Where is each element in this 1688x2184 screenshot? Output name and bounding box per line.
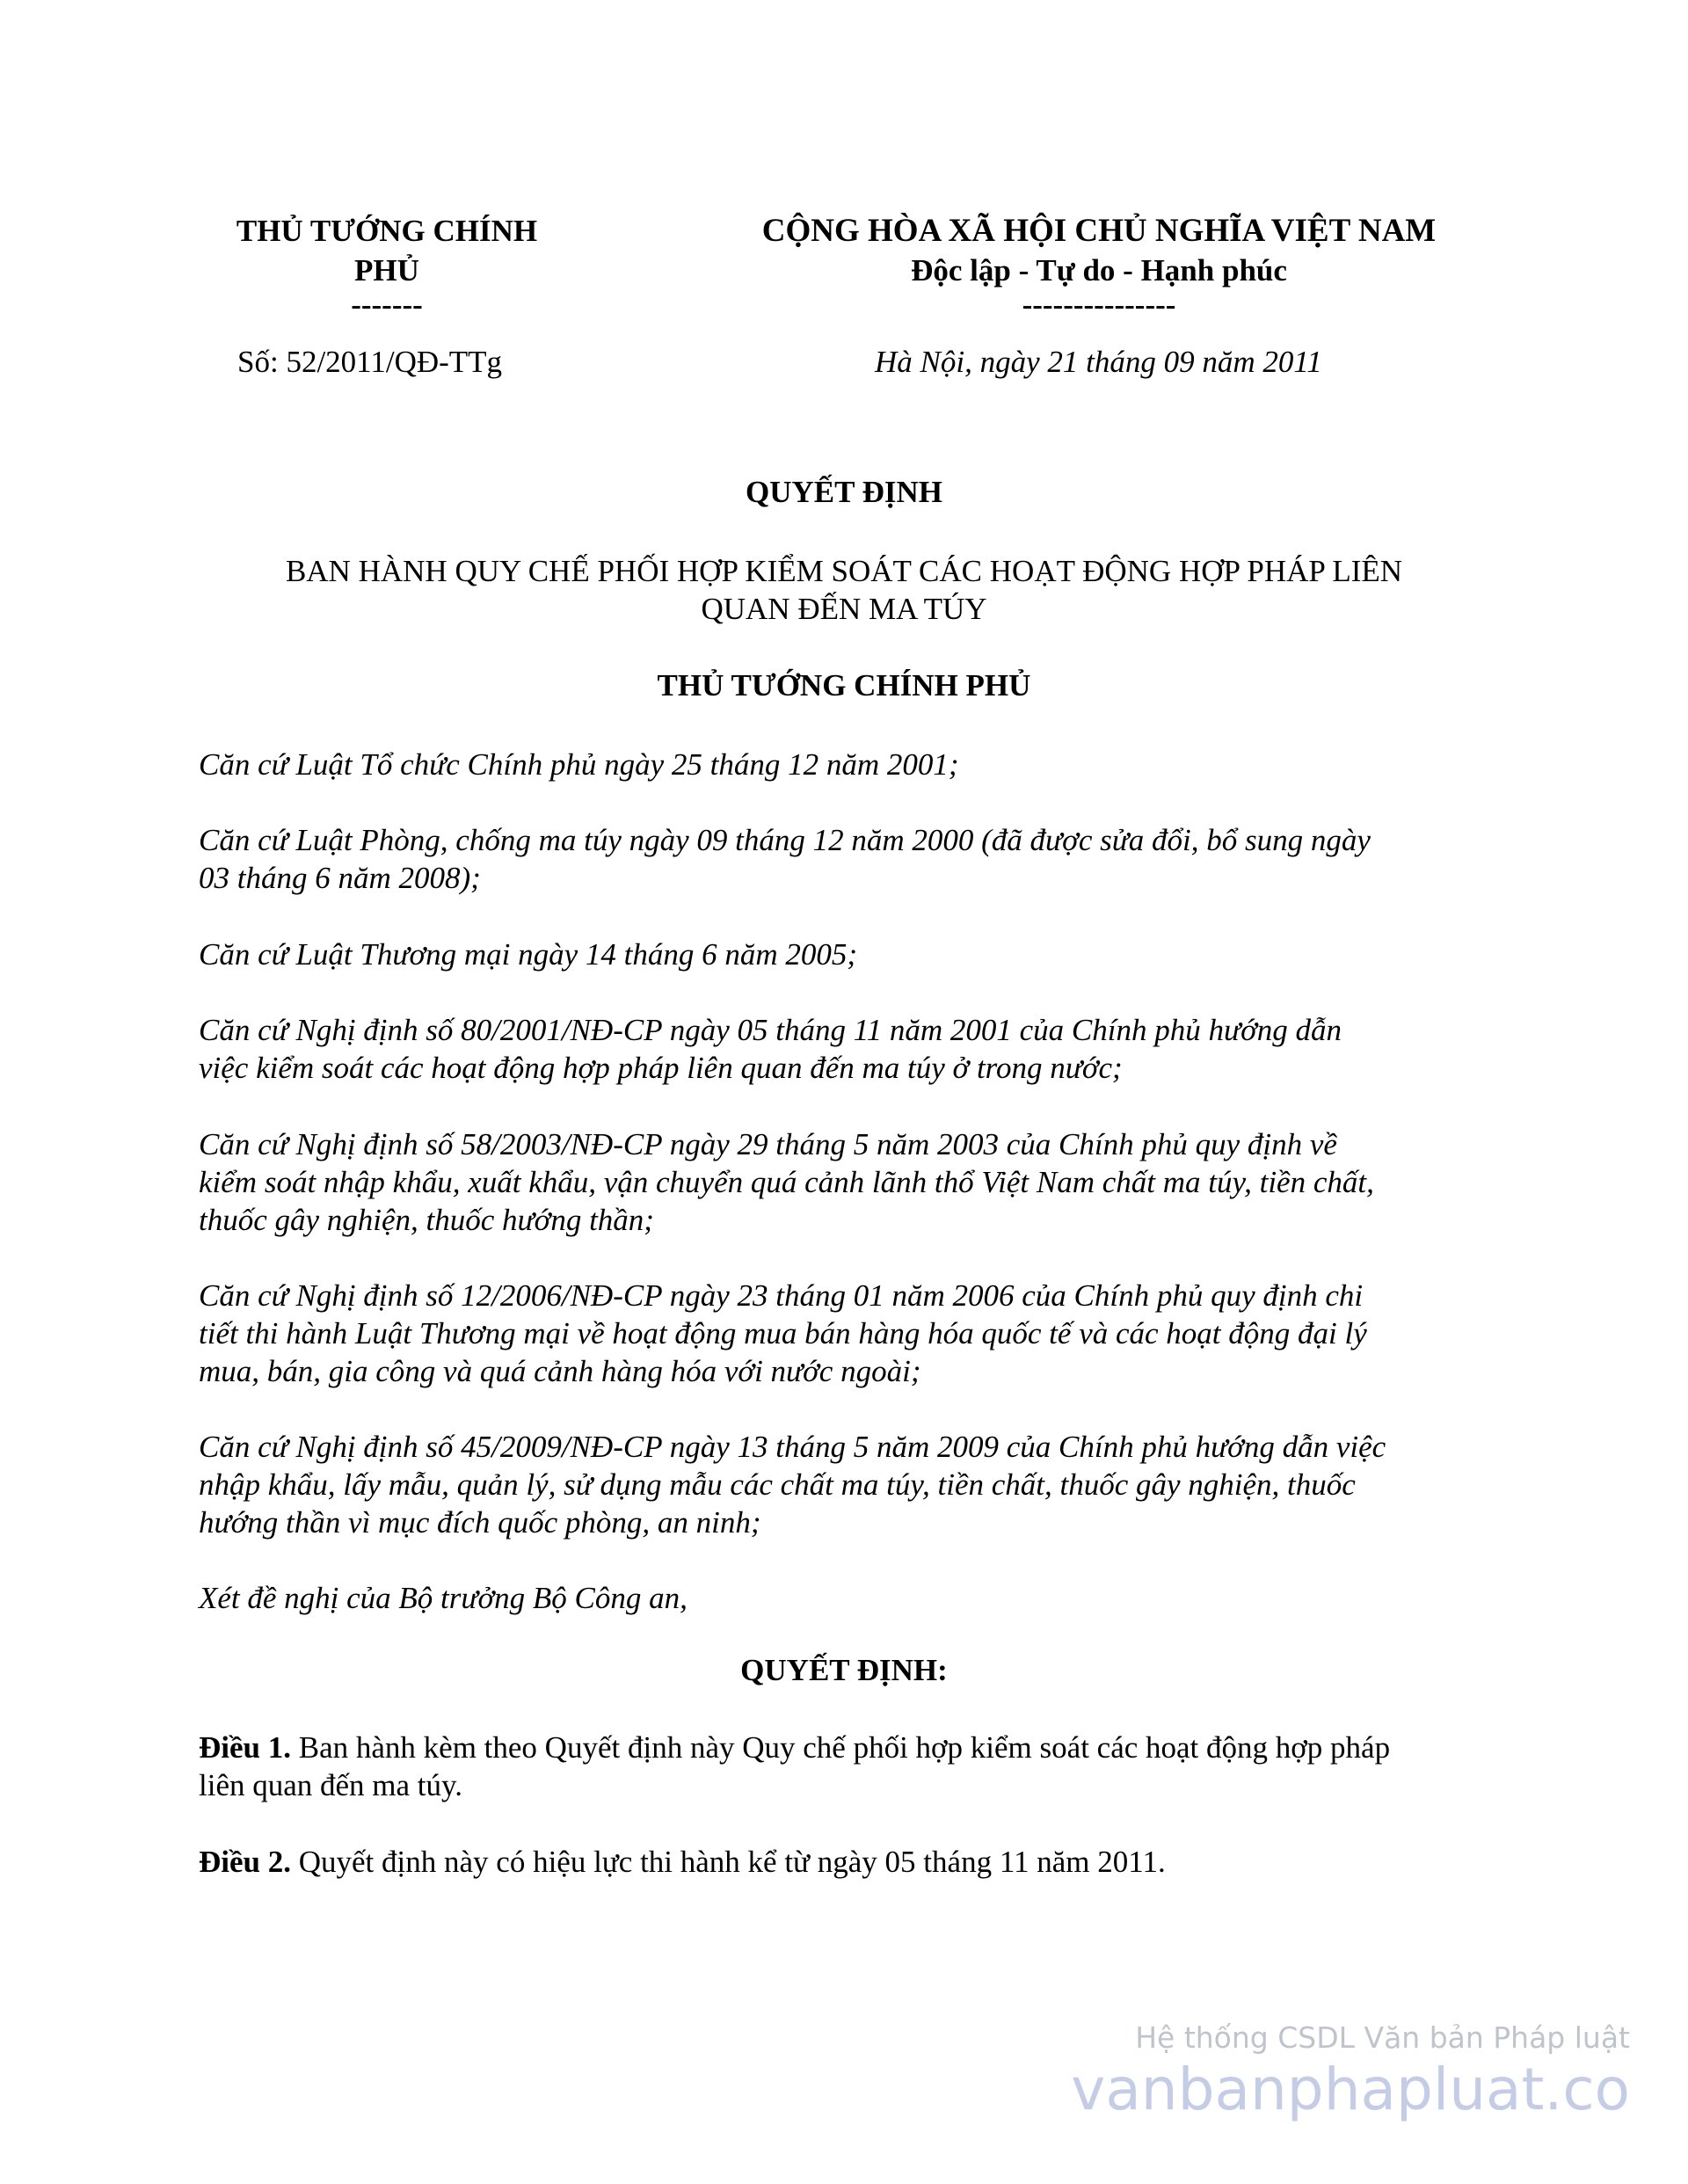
preamble-line: tiết thi hành Luật Thương mại về hoạt động mua bán hàng hóa quốc tế và các hoạt động đại lý — [199, 1316, 1367, 1350]
site-watermark — [1071, 2020, 1630, 2124]
document-subtitle — [211, 552, 1477, 628]
watermark-caption: Hệ thống CSDL Văn bản Pháp luật — [1135, 2020, 1630, 2055]
article-1-text: Ban hành kèm theo Quyết định này Quy chế phối hợp kiểm soát các hoạt động hợp pháp — [291, 1730, 1391, 1765]
preamble-paragraph — [199, 1011, 1482, 1087]
article-1-line-1 — [199, 1729, 1482, 1766]
article-1 — [199, 1729, 1482, 1804]
preamble-line: Căn cứ Nghị định số 45/2009/NĐ-CP ngày 13 tháng 5 năm 2009 của Chính phủ hướng dẫn việc — [199, 1430, 1386, 1464]
issuer-line-2: PHỦ — [354, 253, 419, 288]
watermark-domain: vanbanphapluat.co — [1071, 2056, 1630, 2123]
preamble-line: Căn cứ Luật Thương mại ngày 14 tháng 6 năm 2005; — [199, 937, 858, 972]
national-motto: Độc lập - Tự do - Hạnh phúc — [911, 253, 1287, 288]
preamble-paragraph — [199, 821, 1482, 897]
article-2-text: Quyết định này có hiệu lực thi hành kể từ ngày 05 tháng 11 năm 2011. — [291, 1845, 1166, 1879]
preamble-line: nhập khẩu, lấy mẫu, quản lý, sử dụng mẫu các chất ma túy, tiền chất, thuốc gây nghiện, thuốc — [199, 1467, 1356, 1502]
document-number: Số: 52/2011/QĐ-TTg — [237, 345, 503, 379]
decision-heading: QUYẾT ĐỊNH: — [740, 1653, 948, 1687]
issuer-line-1: THỦ TƯỚNG CHÍNH — [236, 214, 538, 248]
preamble-line: mua, bán, gia công và quá cảnh hàng hóa với nước ngoài; — [199, 1354, 921, 1388]
preamble-paragraph — [199, 935, 1482, 973]
document-title: QUYẾT ĐỊNH — [746, 475, 942, 509]
preamble-line: kiểm soát nhập khẩu, xuất khẩu, vận chuyển quá cảnh lãnh thổ Việt Nam chất ma túy, tiền chất, — [199, 1165, 1374, 1199]
preamble-paragraph — [199, 1277, 1482, 1390]
preamble-paragraph — [199, 1428, 1482, 1541]
issuer-block — [193, 211, 580, 320]
article-1-label: Điều 1. — [199, 1730, 291, 1765]
preamble-line: Căn cứ Luật Tổ chức Chính phủ ngày 25 tháng 12 năm 2001; — [199, 747, 959, 782]
issuer-divider: ------- — [351, 288, 423, 322]
article-1-line-2: liên quan đến ma túy. — [199, 1768, 463, 1802]
subtitle-line-2: QUAN ĐẾN MA TÚY — [701, 592, 987, 626]
preamble-line: 03 tháng 6 năm 2008); — [199, 861, 481, 895]
preamble-line: hướng thần vì mục đích quốc phòng, an ninh; — [199, 1505, 761, 1540]
preamble-line: thuốc gây nghiện, thuốc hướng thần; — [199, 1203, 654, 1237]
national-header — [598, 211, 1600, 320]
preamble-paragraph — [199, 1125, 1482, 1239]
preamble-line: Căn cứ Nghị định số 58/2003/NĐ-CP ngày 29 tháng 5 năm 2003 của Chính phủ quy định về — [199, 1127, 1337, 1161]
preamble-paragraph — [199, 1579, 1482, 1617]
preamble-line: Căn cứ Nghị định số 12/2006/NĐ-CP ngày 23 tháng 01 năm 2006 của Chính phủ quy định chi — [199, 1278, 1364, 1313]
motto-divider: --------------- — [1022, 288, 1176, 322]
article-2 — [199, 1843, 1482, 1881]
preamble-line: Xét đề nghị của Bộ trưởng Bộ Công an, — [199, 1581, 688, 1615]
issuing-authority: THỦ TƯỚNG CHÍNH PHỦ — [657, 668, 1031, 703]
preamble-paragraph — [199, 746, 1482, 783]
place-and-date: Hà Nội, ngày 21 tháng 09 năm 2011 — [875, 345, 1322, 379]
subtitle-line-1: BAN HÀNH QUY CHẾ PHỐI HỢP KIỂM SOÁT CÁC HOẠT ĐỘNG HỢP PHÁP LIÊN — [285, 554, 1403, 588]
article-2-label: Điều 2. — [199, 1845, 291, 1879]
nation-name: CỘNG HÒA XÃ HỘI CHỦ NGHĨA VIỆT NAM — [761, 213, 1437, 249]
preamble-line: Căn cứ Luật Phòng, chống ma túy ngày 09 tháng 12 năm 2000 (đã được sửa đổi, bổ sung ngày — [199, 823, 1371, 857]
preamble-line: Căn cứ Nghị định số 80/2001/NĐ-CP ngày 05 tháng 11 năm 2001 của Chính phủ hướng dẫn — [199, 1013, 1342, 1047]
preamble-line: việc kiểm soát các hoạt động hợp pháp liên quan đến ma túy ở trong nước; — [199, 1051, 1123, 1085]
